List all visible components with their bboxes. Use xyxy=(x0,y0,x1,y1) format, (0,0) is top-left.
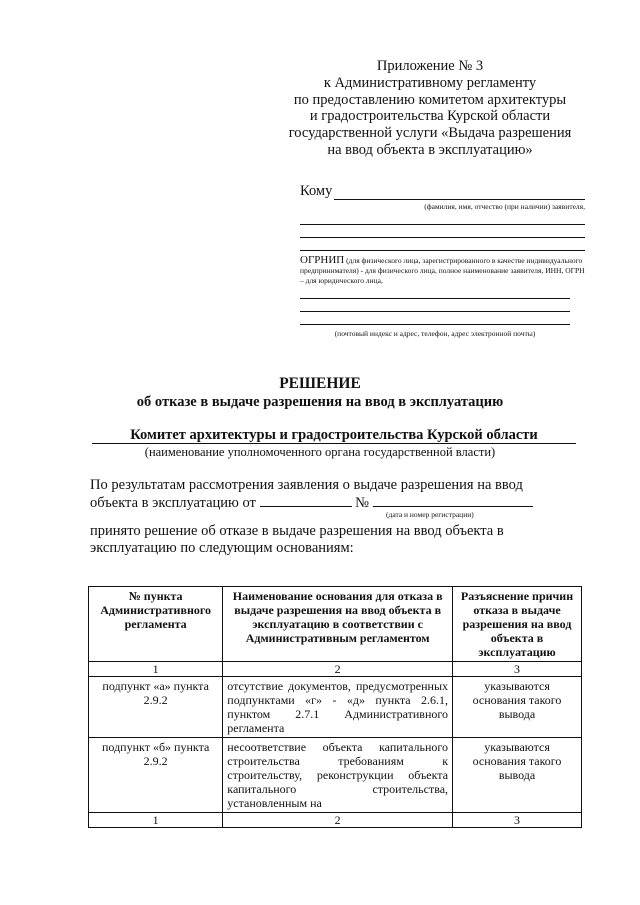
authority-name: Комитет архитектуры и градостроительства Курской области xyxy=(92,427,576,444)
column-number: 1 xyxy=(89,662,223,677)
row-reason: отсутствие документов, предусмотренных подпунктами «г» - «д» пункта 2.6.1, пунктом 2.7.1 Административного регламента xyxy=(223,677,453,738)
column-number: 3 xyxy=(453,813,582,828)
grounds-table xyxy=(88,586,582,828)
appendix-line: и градостроительства Курской области xyxy=(309,108,551,125)
para2-line1: принято решение об отказе в выдаче разрешения на ввод объекта в xyxy=(90,523,504,539)
recipient-block xyxy=(300,183,585,339)
date-hint: (дата и номер регистрации) xyxy=(386,510,474,519)
header-reason: Наименование основания для отказа в выдаче разрешения на ввод объекта в эксплуатацию в соответствии с Административным регламентом xyxy=(223,587,453,662)
recipient-line[interactable] xyxy=(300,286,570,299)
table-number-row xyxy=(89,813,582,828)
recipient-line[interactable] xyxy=(300,238,585,251)
table-row xyxy=(89,677,582,738)
row-point: подпункт «а» пункта 2.9.2 xyxy=(89,677,223,738)
table-row xyxy=(89,738,582,813)
recipient-line[interactable] xyxy=(300,312,570,325)
table-number-row xyxy=(89,662,582,677)
ogrn-hint: (для физического лица, зарегистрированного в качестве индивидуального предпринимателя) - для физического лица, полное наименование заявителя, ИНН, ОГРН – для юридического лица, xyxy=(300,256,585,285)
appendix-line: Приложение № 3 xyxy=(376,58,484,74)
row-explanation: указываются основания такого вывода xyxy=(453,738,582,813)
ogrn-hint-block xyxy=(300,255,585,286)
recipient-line[interactable] xyxy=(300,299,570,312)
to-line xyxy=(300,183,585,200)
header-point: № пункта Административного регламента xyxy=(89,587,223,662)
table-header-row xyxy=(89,587,582,662)
row-point: подпункт «б» пункта 2.9.2 xyxy=(89,738,223,813)
para2-line2: эксплуатацию по следующим основаниям: xyxy=(90,540,354,556)
appendix-line: к Административному регламенту xyxy=(323,74,537,91)
para1-line2 xyxy=(90,494,580,512)
address-hint: (почтовый индекс и адрес, телефон, адрес электронной почты) xyxy=(334,329,536,338)
para1-cont: объекта в эксплуатацию от xyxy=(90,495,256,511)
row-explanation: указываются основания такого вывода xyxy=(453,677,582,738)
number-sign: № xyxy=(355,495,369,511)
column-number: 1 xyxy=(89,813,223,828)
date-field[interactable] xyxy=(260,494,352,507)
ogrn-label: ОГРНИП xyxy=(300,254,345,266)
number-field[interactable] xyxy=(373,494,533,507)
row-reason: несоответствие объекта капитального строительства требованиям к строительству, реконструкции объекта капитального строительства, установленным на xyxy=(223,738,453,813)
column-number: 2 xyxy=(223,813,453,828)
decision-title: РЕШЕНИЕ xyxy=(279,375,361,392)
appendix-line: по предоставлению комитетом архитектуры xyxy=(293,91,567,108)
para1-line1: По результатам рассмотрения заявления о выдаче разрешения на ввод xyxy=(90,477,523,493)
column-number: 3 xyxy=(453,662,582,677)
appendix-line: государственной услуги «Выдача разрешения xyxy=(288,125,572,142)
name-hint: (фамилия, имя, отчество (при наличии) заявителя, xyxy=(424,202,585,211)
appendix-line: на ввод объекта в эксплуатацию» xyxy=(327,141,533,158)
decision-subtitle: об отказе в выдаче разрешения на ввод в эксплуатацию xyxy=(136,394,504,410)
recipient-name-field[interactable] xyxy=(334,185,585,200)
authority-hint: (наименование уполномоченного органа государственной власти) xyxy=(144,445,496,459)
header-explanation: Разъяснение причин отказа в выдаче разрешения на ввод объекта в эксплуатацию xyxy=(453,587,582,662)
recipient-line[interactable] xyxy=(300,225,585,238)
to-label: Кому xyxy=(300,183,333,199)
column-number: 2 xyxy=(223,662,453,677)
appendix-header xyxy=(270,58,590,159)
recipient-line[interactable] xyxy=(300,212,585,225)
